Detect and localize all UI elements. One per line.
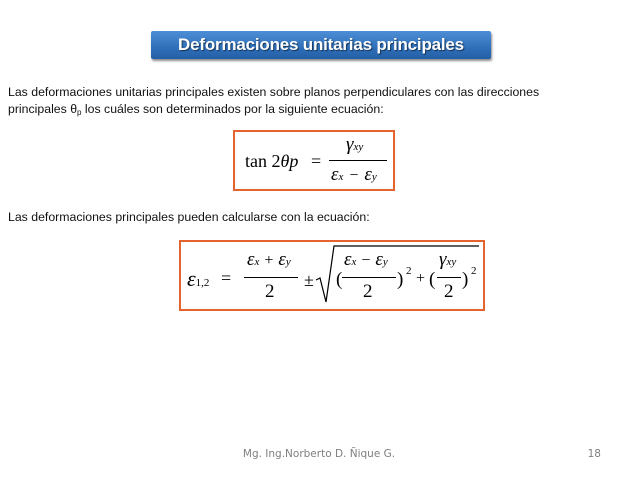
- eq2-paren-close-2: ): [462, 269, 469, 290]
- eq1-equals: =: [311, 151, 322, 171]
- paragraph-principal-strain-formula: Las deformaciones principales pueden calcularse con la ecuación:: [8, 210, 370, 224]
- footer-author: Mg. Ing.Norberto D. Ñique G.: [242, 448, 396, 460]
- paragraph1-line2-post: los cuáles son determinados por la siguiente ecuación:: [81, 102, 384, 116]
- eq2-paren-open-1: (: [336, 269, 343, 290]
- paragraph1-line1: Las deformaciones unitarias principales existen sobre planos perpendiculares con las direcciones: [8, 85, 540, 99]
- square-root-sign: [181, 242, 483, 309]
- eq2-mean-numerator: εx + εy: [247, 249, 291, 270]
- eq2-gamma-denominator: 2: [444, 281, 454, 302]
- slide-title: Deformaciones unitarias principales: [151, 31, 491, 59]
- eq1-fraction-bar: [329, 160, 387, 161]
- eq2-equals: =: [221, 268, 232, 288]
- eq2-diff-denominator: 2: [363, 281, 373, 302]
- eq2-plus: +: [416, 270, 426, 287]
- equation-principal-strains-box: [179, 240, 485, 311]
- eq2-plus-minus: ±: [304, 270, 314, 290]
- page-number: 18: [587, 448, 601, 460]
- eq2-square-1: 2: [406, 265, 412, 277]
- paragraph-principal-strains: [8, 84, 626, 121]
- eq2-gamma-fraction-bar: [437, 277, 461, 278]
- eq2-mean-denominator: 2: [265, 281, 275, 302]
- paragraph1-line2-pre: principales: [8, 102, 71, 116]
- eq2-square-2: 2: [471, 265, 477, 277]
- eq2-lhs: ε1,2: [187, 266, 210, 291]
- eq2-paren-close-1: ): [397, 269, 404, 290]
- equation-principal-angle-box: [233, 130, 395, 191]
- eq2-paren-open-2: (: [429, 269, 436, 290]
- theta-subscript: p: [77, 108, 82, 117]
- eq1-denominator: εx − εy: [331, 164, 377, 185]
- theta-symbol: θ: [70, 102, 78, 116]
- eq2-diff-fraction-bar: [342, 277, 396, 278]
- eq1-lhs: tan 2θp: [245, 151, 299, 171]
- eq2-diff-numerator: εx − εy: [344, 249, 388, 270]
- eq1-numerator: γxy: [346, 134, 364, 155]
- eq2-gamma-numerator: γxy: [439, 249, 457, 270]
